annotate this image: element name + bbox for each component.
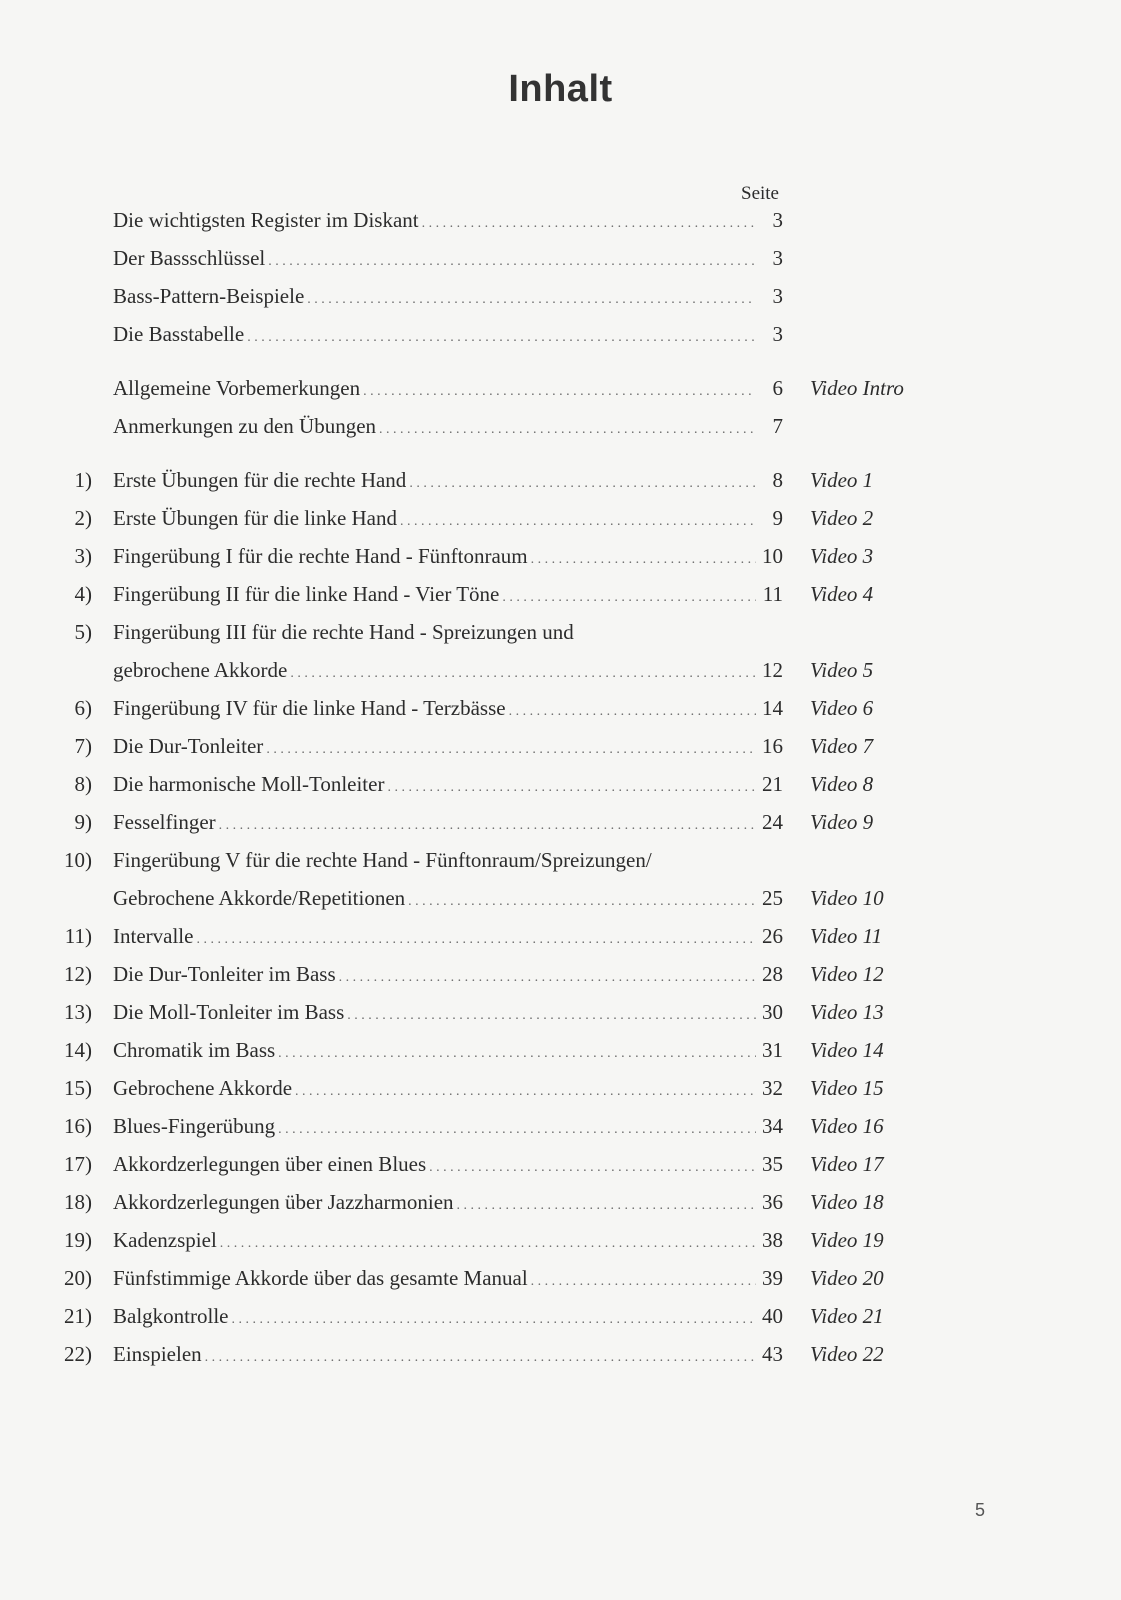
entry-video: Video 5: [810, 658, 874, 682]
page-column-header: Seite: [741, 183, 779, 204]
entry-title: Gebrochene Akkorde: [113, 1076, 293, 1100]
entry-title: Fesselfinger: [113, 810, 216, 834]
entry-title: Allgemeine Vorbemerkungen: [113, 376, 361, 400]
entry-line: [113, 1073, 783, 1107]
entry-page: 36: [762, 1190, 783, 1214]
entry-page: 43: [762, 1342, 783, 1366]
entry-number: 20): [64, 1266, 92, 1290]
page-title: Inhalt: [508, 68, 613, 110]
entry-number: 15): [64, 1076, 92, 1100]
entry-number: 17): [64, 1152, 92, 1176]
entry-line: [113, 731, 783, 765]
entry-line: [113, 465, 783, 499]
entry-title: Chromatik im Bass: [113, 1038, 276, 1062]
entry-video: Video 16: [810, 1114, 884, 1138]
entry-page: 34: [762, 1114, 783, 1138]
entry-title: Balgkontrolle: [113, 1304, 229, 1328]
toc-entry: [0, 541, 1121, 571]
toc-entry: [0, 769, 1121, 799]
toc-entry: [0, 845, 1121, 875]
entry-page: 16: [762, 734, 783, 758]
entry-number: 18): [64, 1190, 92, 1214]
toc-entry: [0, 1149, 1121, 1179]
entry-line: [113, 1149, 783, 1183]
toc-entry: [0, 465, 1121, 495]
entry-page: 7: [772, 414, 783, 438]
entry-line: [113, 411, 783, 445]
dot-leader: [205, 1343, 756, 1373]
dot-leader: [347, 1001, 756, 1031]
entry-video: Video 1: [810, 468, 874, 492]
toc-entry: [0, 959, 1121, 989]
dot-leader: [196, 925, 756, 955]
entry-title: gebrochene Akkorde: [113, 658, 288, 682]
entry-line: [113, 883, 783, 917]
entry-title: Erste Übungen für die rechte Hand: [113, 468, 407, 492]
entry-number: 2): [74, 506, 92, 530]
entry-number: 6): [74, 696, 92, 720]
entry-line: [113, 1111, 783, 1145]
entry-number: 16): [64, 1114, 92, 1138]
entry-video: Video 13: [810, 1000, 884, 1024]
dot-leader: [531, 545, 756, 575]
entry-page: 8: [772, 468, 783, 492]
page-number: 5: [975, 1500, 986, 1520]
entry-video: Video 20: [810, 1266, 884, 1290]
entry-title: Fingerübung V für die rechte Hand - Fünftonraum/Spreizungen/: [113, 848, 652, 872]
entry-page: 3: [772, 246, 783, 270]
dot-leader: [509, 697, 756, 727]
entry-number: 7): [74, 734, 92, 758]
entry-video: Video 17: [810, 1152, 884, 1176]
entry-page: 12: [762, 658, 783, 682]
toc-entry: [0, 373, 1121, 403]
entry-video: Video 11: [810, 924, 883, 948]
toc-entry: [0, 997, 1121, 1027]
toc-entry: [0, 319, 1121, 349]
entry-number: 1): [74, 468, 92, 492]
entry-title: Die Dur-Tonleiter im Bass: [113, 962, 336, 986]
entry-line: [113, 921, 783, 955]
entry-page: 32: [762, 1076, 783, 1100]
entry-video: Video Intro: [810, 376, 904, 400]
entry-line: [113, 579, 783, 613]
entry-video: Video 12: [810, 962, 884, 986]
entry-page: 38: [762, 1228, 783, 1252]
entry-title: Gebrochene Akkorde/Repetitionen: [113, 886, 406, 910]
entry-video: Video 15: [810, 1076, 884, 1100]
entry-line: [113, 319, 783, 353]
dot-leader: [400, 507, 756, 537]
toc-entry: [0, 281, 1121, 311]
entry-page: 14: [762, 696, 783, 720]
entry-line: [113, 281, 783, 315]
dot-leader: [363, 377, 756, 407]
toc-entry: [0, 1301, 1121, 1331]
entry-page: 26: [762, 924, 783, 948]
entry-number: 12): [64, 962, 92, 986]
entry-page: 24: [762, 810, 783, 834]
entry-page: 10: [762, 544, 783, 568]
toc-entry: [0, 883, 1121, 913]
toc-entry: [0, 617, 1121, 647]
entry-line: [113, 373, 783, 407]
entry-line: [113, 1187, 783, 1221]
dot-leader: [295, 1077, 756, 1107]
dot-leader: [339, 963, 756, 993]
entry-video: Video 7: [810, 734, 874, 758]
entry-page: 40: [762, 1304, 783, 1328]
dot-leader: [266, 735, 756, 765]
dot-leader: [231, 1305, 756, 1335]
dot-leader: [422, 209, 756, 239]
dot-leader: [457, 1191, 756, 1221]
entry-number: 10): [64, 848, 92, 872]
toc-entry: [0, 731, 1121, 761]
entry-title: Anmerkungen zu den Übungen: [113, 414, 377, 438]
entry-number: 5): [74, 620, 92, 644]
toc-entry: [0, 1111, 1121, 1141]
entry-number: 9): [74, 810, 92, 834]
entry-video: Video 10: [810, 886, 884, 910]
dot-leader: [379, 415, 756, 445]
entry-line: [113, 959, 783, 993]
toc-entry: [0, 807, 1121, 837]
entry-video: Video 21: [810, 1304, 884, 1328]
toc-entry: [0, 243, 1121, 273]
entry-title: Einspielen: [113, 1342, 202, 1366]
dot-leader: [429, 1153, 756, 1183]
entry-line: [113, 205, 783, 239]
dot-leader: [247, 323, 756, 353]
entry-page: 6: [772, 376, 783, 400]
dot-leader: [278, 1115, 756, 1145]
entry-page: 39: [762, 1266, 783, 1290]
entry-page: 28: [762, 962, 783, 986]
entry-title: Akkordzerlegungen über einen Blues: [113, 1152, 427, 1176]
toc-entry: [0, 1225, 1121, 1255]
entry-video: Video 6: [810, 696, 874, 720]
entry-line: [113, 693, 783, 727]
entry-title: Erste Übungen für die linke Hand: [113, 506, 398, 530]
entry-title: Die Moll-Tonleiter im Bass: [113, 1000, 345, 1024]
dot-leader: [290, 659, 756, 689]
entry-number: 3): [74, 544, 92, 568]
entry-title: Fingerübung IV für die linke Hand - Terzbässe: [113, 696, 506, 720]
entry-line: [113, 617, 783, 651]
dot-leader: [278, 1039, 756, 1069]
dot-leader: [220, 1229, 756, 1259]
toc-entry: [0, 693, 1121, 723]
toc-entry: [0, 503, 1121, 533]
entry-number: 22): [64, 1342, 92, 1366]
entry-title: Die wichtigsten Register im Diskant: [113, 208, 419, 232]
dot-leader: [409, 469, 756, 499]
toc-entry: [0, 1073, 1121, 1103]
entry-page: 3: [772, 284, 783, 308]
toc-entry: [0, 579, 1121, 609]
entry-line: [113, 997, 783, 1031]
entry-line: [113, 243, 783, 277]
dot-leader: [307, 285, 756, 315]
dot-leader: [268, 247, 756, 277]
toc-entry: [0, 1187, 1121, 1217]
entry-title: Fünfstimmige Akkorde über das gesamte Manual: [113, 1266, 528, 1290]
entry-title: Kadenzspiel: [113, 1228, 217, 1252]
entry-number: 11): [64, 924, 92, 948]
dot-leader: [531, 1267, 756, 1297]
toc-entry: [0, 921, 1121, 951]
entry-title: Fingerübung I für die rechte Hand - Fünftonraum: [113, 544, 528, 568]
entry-title: Die Basstabelle: [113, 322, 245, 346]
entry-video: Video 2: [810, 506, 874, 530]
entry-video: Video 22: [810, 1342, 884, 1366]
entry-page: 9: [772, 506, 783, 530]
entry-line: [113, 807, 783, 841]
entry-page: 31: [762, 1038, 783, 1062]
entry-line: [113, 1035, 783, 1069]
entry-video: Video 19: [810, 1228, 884, 1252]
entry-number: 14): [64, 1038, 92, 1062]
entry-line: [113, 655, 783, 689]
entry-title: Fingerübung III für die rechte Hand - Spreizungen und: [113, 620, 574, 644]
entry-page: 30: [762, 1000, 783, 1024]
entry-number: 19): [64, 1228, 92, 1252]
entry-line: [113, 1263, 783, 1297]
dot-leader: [387, 773, 756, 803]
entry-video: Video 3: [810, 544, 874, 568]
entry-page: 11: [762, 582, 783, 606]
toc-entry: [0, 205, 1121, 235]
entry-number: 13): [64, 1000, 92, 1024]
entry-line: [113, 1339, 783, 1373]
entry-line: [113, 845, 783, 879]
entry-line: [113, 769, 783, 803]
entry-video: Video 4: [810, 582, 874, 606]
entry-line: [113, 1301, 783, 1335]
toc-entry: [0, 655, 1121, 685]
toc-entry: [0, 1035, 1121, 1065]
entry-video: Video 18: [810, 1190, 884, 1214]
entry-number: 21): [64, 1304, 92, 1328]
entry-line: [113, 541, 783, 575]
entry-title: Bass-Pattern-Beispiele: [113, 284, 305, 308]
entry-title: Der Bassschlüssel: [113, 246, 266, 270]
toc-entry: [0, 1339, 1121, 1369]
entry-title: Akkordzerlegungen über Jazzharmonien: [113, 1190, 454, 1214]
entry-title: Die Dur-Tonleiter: [113, 734, 264, 758]
entry-number: 8): [74, 772, 92, 796]
dot-leader: [502, 583, 756, 613]
entry-title: Intervalle: [113, 924, 194, 948]
entry-page: 3: [772, 322, 783, 346]
entry-video: Video 8: [810, 772, 874, 796]
entry-page: 35: [762, 1152, 783, 1176]
entry-title: Blues-Fingerübung: [113, 1114, 276, 1138]
entry-page: 21: [762, 772, 783, 796]
dot-leader: [219, 811, 756, 841]
toc-entry: [0, 411, 1121, 441]
entry-video: Video 14: [810, 1038, 884, 1062]
entry-number: 4): [74, 582, 92, 606]
entry-line: [113, 1225, 783, 1259]
entry-video: Video 9: [810, 810, 874, 834]
entry-page: 25: [762, 886, 783, 910]
entry-line: [113, 503, 783, 537]
entry-title: Fingerübung II für die linke Hand - Vier Töne: [113, 582, 500, 606]
entry-page: 3: [772, 208, 783, 232]
dot-leader: [408, 887, 756, 917]
entry-title: Die harmonische Moll-Tonleiter: [113, 772, 385, 796]
toc-entry: [0, 1263, 1121, 1293]
